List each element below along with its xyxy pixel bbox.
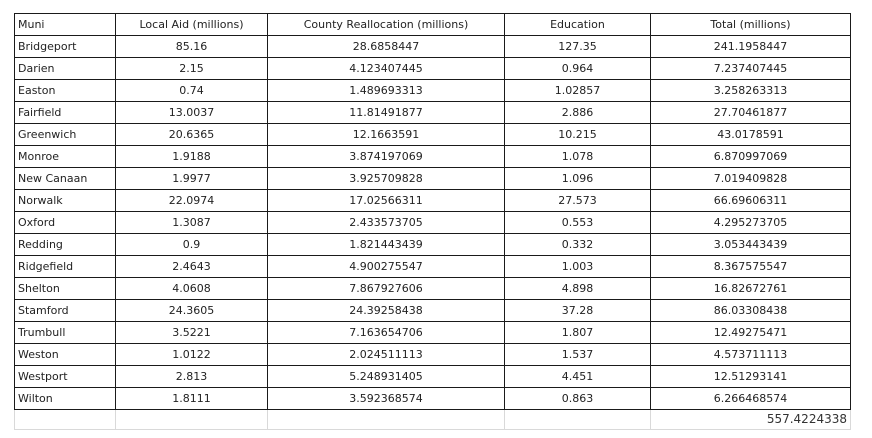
- muni-cell[interactable]: Shelton: [15, 278, 116, 300]
- header-local-aid[interactable]: Local Aid (millions): [116, 14, 268, 36]
- empty-cell[interactable]: [116, 410, 268, 430]
- total-cell[interactable]: 241.1958447: [651, 36, 851, 58]
- table-row: [15, 388, 851, 410]
- total-cell[interactable]: 4.295273705: [651, 212, 851, 234]
- local-aid-cell[interactable]: 0.9: [116, 234, 268, 256]
- total-cell[interactable]: 3.053443439: [651, 234, 851, 256]
- muni-cell[interactable]: Norwalk: [15, 190, 116, 212]
- table-row: [15, 80, 851, 102]
- education-cell[interactable]: 0.863: [505, 388, 651, 410]
- total-cell[interactable]: 7.237407445: [651, 58, 851, 80]
- muni-cell[interactable]: Wilton: [15, 388, 116, 410]
- education-cell[interactable]: 10.215: [505, 124, 651, 146]
- local-aid-cell[interactable]: 2.4643: [116, 256, 268, 278]
- muni-aid-table: [14, 13, 851, 430]
- table-row: [15, 256, 851, 278]
- muni-cell[interactable]: Weston: [15, 344, 116, 366]
- table-row: [15, 146, 851, 168]
- empty-cell[interactable]: [505, 410, 651, 430]
- education-cell[interactable]: 4.898: [505, 278, 651, 300]
- muni-cell[interactable]: Trumbull: [15, 322, 116, 344]
- table-row: [15, 234, 851, 256]
- total-cell[interactable]: 3.258263313: [651, 80, 851, 102]
- empty-cell[interactable]: [268, 410, 505, 430]
- total-cell[interactable]: 16.82672761: [651, 278, 851, 300]
- header-total[interactable]: Total (millions): [651, 14, 851, 36]
- total-cell[interactable]: 6.870997069: [651, 146, 851, 168]
- education-cell[interactable]: 1.078: [505, 146, 651, 168]
- county-reallocation-cell[interactable]: 3.592368574: [268, 388, 505, 410]
- table-row: [15, 168, 851, 190]
- education-cell[interactable]: 27.573: [505, 190, 651, 212]
- table-row: [15, 102, 851, 124]
- local-aid-cell[interactable]: 13.0037: [116, 102, 268, 124]
- header-muni[interactable]: Muni: [15, 14, 116, 36]
- table-row: [15, 190, 851, 212]
- total-cell[interactable]: 4.573711113: [651, 344, 851, 366]
- local-aid-cell[interactable]: 20.6365: [116, 124, 268, 146]
- county-reallocation-cell[interactable]: 1.821443439: [268, 234, 505, 256]
- total-cell[interactable]: 43.0178591: [651, 124, 851, 146]
- county-reallocation-cell[interactable]: 7.163654706: [268, 322, 505, 344]
- county-reallocation-cell[interactable]: 5.248931405: [268, 366, 505, 388]
- muni-cell[interactable]: Westport: [15, 366, 116, 388]
- muni-cell[interactable]: Easton: [15, 80, 116, 102]
- education-cell[interactable]: 0.964: [505, 58, 651, 80]
- education-cell[interactable]: 1.096: [505, 168, 651, 190]
- total-cell[interactable]: 27.70461877: [651, 102, 851, 124]
- muni-cell[interactable]: New Canaan: [15, 168, 116, 190]
- table-row: [15, 212, 851, 234]
- total-cell[interactable]: 86.03308438: [651, 300, 851, 322]
- local-aid-cell[interactable]: 22.0974: [116, 190, 268, 212]
- grand-total-cell[interactable]: 557.4224338: [651, 410, 851, 430]
- table-row: [15, 344, 851, 366]
- muni-cell[interactable]: Monroe: [15, 146, 116, 168]
- local-aid-cell[interactable]: 1.3087: [116, 212, 268, 234]
- education-cell[interactable]: 2.886: [505, 102, 651, 124]
- education-cell[interactable]: 37.28: [505, 300, 651, 322]
- total-cell[interactable]: 66.69606311: [651, 190, 851, 212]
- county-reallocation-cell[interactable]: 2.433573705: [268, 212, 505, 234]
- local-aid-cell[interactable]: 24.3605: [116, 300, 268, 322]
- county-reallocation-cell[interactable]: 2.024511113: [268, 344, 505, 366]
- county-reallocation-cell[interactable]: 3.874197069: [268, 146, 505, 168]
- table-row: [15, 366, 851, 388]
- county-reallocation-cell[interactable]: 17.02566311: [268, 190, 505, 212]
- total-cell[interactable]: 7.019409828: [651, 168, 851, 190]
- muni-cell[interactable]: Ridgefield: [15, 256, 116, 278]
- county-reallocation-cell[interactable]: 1.489693313: [268, 80, 505, 102]
- local-aid-cell[interactable]: 4.0608: [116, 278, 268, 300]
- local-aid-cell[interactable]: 1.0122: [116, 344, 268, 366]
- education-cell[interactable]: 0.553: [505, 212, 651, 234]
- total-cell[interactable]: 12.51293141: [651, 366, 851, 388]
- total-cell[interactable]: 6.266468574: [651, 388, 851, 410]
- table-row: [15, 58, 851, 80]
- education-cell[interactable]: 4.451: [505, 366, 651, 388]
- table-row: [15, 278, 851, 300]
- spreadsheet: [14, 13, 851, 430]
- header-education[interactable]: Education: [505, 14, 651, 36]
- table-row: [15, 322, 851, 344]
- muni-cell[interactable]: Darien: [15, 58, 116, 80]
- empty-cell[interactable]: [15, 410, 116, 430]
- education-cell[interactable]: 127.35: [505, 36, 651, 58]
- county-reallocation-cell[interactable]: 7.867927606: [268, 278, 505, 300]
- education-cell[interactable]: 1.807: [505, 322, 651, 344]
- table-row: [15, 36, 851, 58]
- local-aid-cell[interactable]: 85.16: [116, 36, 268, 58]
- muni-cell[interactable]: Redding: [15, 234, 116, 256]
- header-county-reallocation[interactable]: County Reallocation (millions): [268, 14, 505, 36]
- local-aid-cell[interactable]: 1.9188: [116, 146, 268, 168]
- county-reallocation-cell[interactable]: 4.900275547: [268, 256, 505, 278]
- county-reallocation-cell[interactable]: 3.925709828: [268, 168, 505, 190]
- local-aid-cell[interactable]: 1.8111: [116, 388, 268, 410]
- county-reallocation-cell[interactable]: 4.123407445: [268, 58, 505, 80]
- local-aid-cell[interactable]: 0.74: [116, 80, 268, 102]
- local-aid-cell[interactable]: 2.813: [116, 366, 268, 388]
- table-row: [15, 124, 851, 146]
- muni-cell[interactable]: Oxford: [15, 212, 116, 234]
- muni-cell[interactable]: Greenwich: [15, 124, 116, 146]
- total-cell[interactable]: 12.49275471: [651, 322, 851, 344]
- county-reallocation-cell[interactable]: 12.1663591: [268, 124, 505, 146]
- muni-cell[interactable]: Bridgeport: [15, 36, 116, 58]
- education-cell[interactable]: 0.332: [505, 234, 651, 256]
- county-reallocation-cell[interactable]: 28.6858447: [268, 36, 505, 58]
- local-aid-cell[interactable]: 3.5221: [116, 322, 268, 344]
- muni-cell[interactable]: Stamford: [15, 300, 116, 322]
- local-aid-cell[interactable]: 2.15: [116, 58, 268, 80]
- grand-total-row: [15, 410, 851, 430]
- muni-cell[interactable]: Fairfield: [15, 102, 116, 124]
- education-cell[interactable]: 1.537: [505, 344, 651, 366]
- table-row: [15, 300, 851, 322]
- county-reallocation-cell[interactable]: 11.81491877: [268, 102, 505, 124]
- education-cell[interactable]: 1.02857: [505, 80, 651, 102]
- total-cell[interactable]: 8.367575547: [651, 256, 851, 278]
- education-cell[interactable]: 1.003: [505, 256, 651, 278]
- local-aid-cell[interactable]: 1.9977: [116, 168, 268, 190]
- header-row: [15, 14, 851, 36]
- county-reallocation-cell[interactable]: 24.39258438: [268, 300, 505, 322]
